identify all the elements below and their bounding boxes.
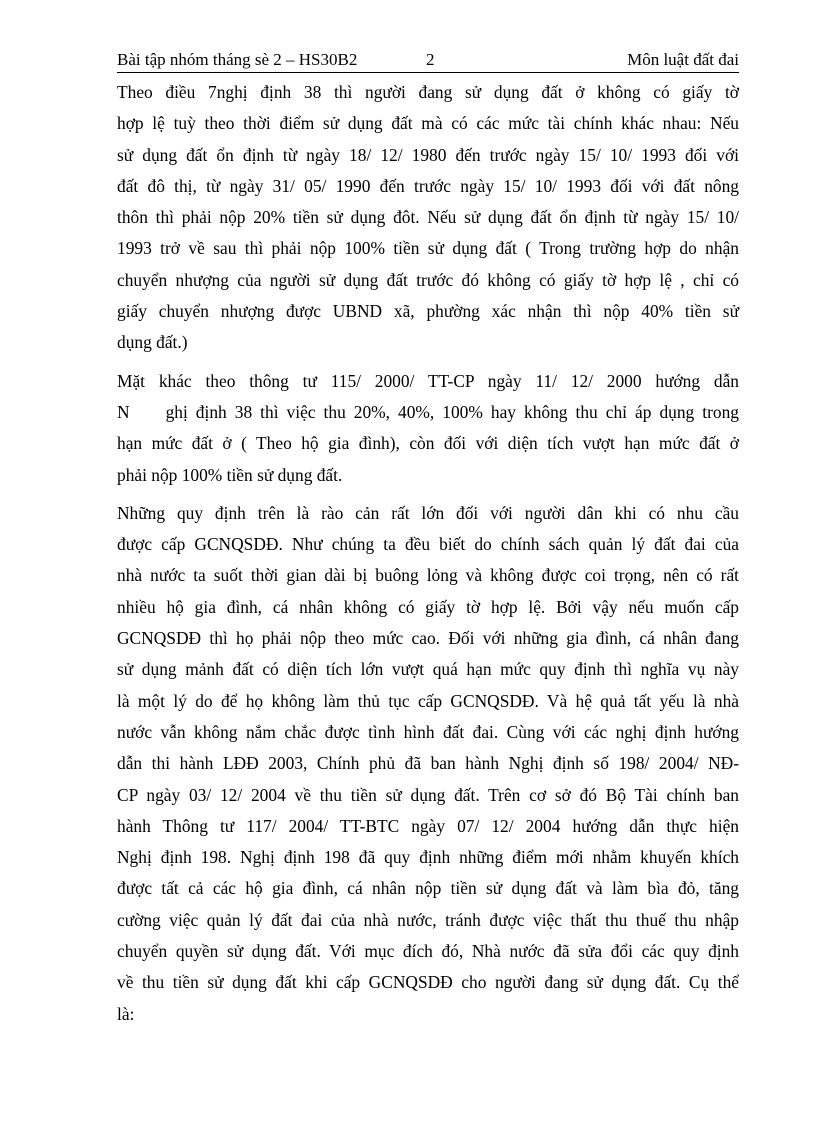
text-line: là: (117, 1003, 135, 1024)
text-line: cường việc quản lý đất đai của nhà nước, tránh được việc thất thu thuế thu nhập (117, 909, 739, 930)
text-line: chuyển quyền sử dụng đất. Với mục đích đó, Nhà nước đã sửa đổi các quy định (117, 941, 739, 962)
document-body (117, 77, 739, 1030)
text-line-rest: ghị định 38 thì việc thu 20%, 40%, 100% hay không thu chỉ áp dụng trong (165, 401, 739, 422)
text-line: hạn mức đất ở ( Theo hộ gia đình), còn đối với diện tích vượt hạn mức đất ở (117, 433, 739, 454)
text-line: hành Thông tư 117/ 2004/ TT-BTC ngày 07/ 12/ 2004 hướng dẫn thực hiện (117, 815, 739, 836)
text-line: 1993 trở về sau thì phải nộp 100% tiền sử dụng đất ( Trong trường hợp do nhận (117, 238, 739, 259)
text-line: Nghị định 198. Nghị định 198 đã quy định những điểm mới nhằm khuyến khích (117, 847, 739, 868)
text-line: phải nộp 100% tiền sử dụng đất. (117, 464, 343, 485)
paragraph-3 (117, 498, 739, 1030)
text-line: là một lý do để họ không làm thủ tục cấp GCNQSDĐ. Và hệ quả tất yếu là nhà (117, 690, 739, 711)
text-line: thôn thì phải nộp 20% tiền sử dụng đôt. Nếu sử dụng đất ổn định từ ngày 15/ 10/ (117, 207, 739, 228)
text-line: nhà nước ta suốt thời gian dài bị buông lỏng và không được coi trọng, nên có rất (117, 565, 739, 586)
text-line: chuyển nhượng của người sử dụng đất trước đó không có giấy tờ hợp lệ , chỉ có (117, 269, 739, 290)
header-right-title: Môn luật đất đai (627, 50, 739, 69)
text-line: hợp lệ tuỳ theo thời điểm sử dụng đất mà có các mức tài chính khác nhau: Nếu (117, 113, 739, 134)
text-line: được tất cả các hộ gia đình, cá nhân nộp tiền sử dụng đất và làm bìa đỏ, tăng (117, 878, 739, 899)
text-line: Mặt khác theo thông tư 115/ 2000/ TT-CP ngày 11/ 12/ 2000 hướng dẫn (117, 370, 739, 391)
page-number: 2 (426, 50, 435, 69)
stray-letter: N (117, 401, 130, 422)
text-line: nhiều hộ gia đình, cá nhân không có giấy tờ hợp lệ. Bởi vậy nếu muốn cấp (117, 596, 739, 617)
text-line: Những quy định trên là rào cản rất lớn đối với người dân khi có nhu cầu (117, 502, 739, 523)
text-line: dẫn thi hành LĐĐ 2003, Chính phủ đã ban hành Nghị định số 198/ 2004/ NĐ- (117, 753, 739, 774)
page-header (117, 48, 739, 73)
text-line: sử dụng mảnh đất có diện tích lớn vượt quá hạn mức quy định thì nghĩa vụ này (117, 659, 739, 680)
paragraph-1 (117, 77, 739, 359)
text-line (117, 397, 739, 428)
paragraph-2 (117, 366, 739, 491)
text-line: sử dụng đất ổn định từ ngày 18/ 12/ 1980 đến trước ngày 15/ 10/ 1993 đối với (117, 144, 739, 165)
text-line: về thu tiền sử dụng đất khi cấp GCNQSDĐ cho người đang sử dụng đất. Cụ thể (117, 972, 739, 993)
text-line: GCNQSDĐ thì họ phải nộp theo mức cao. Đối với những gia đình, cá nhân đang (117, 628, 739, 649)
text-line: giấy chuyển nhượng được UBND xã, phường xác nhận thì nộp 40% tiền sử (117, 301, 739, 322)
text-line: CP ngày 03/ 12/ 2004 về thu tiền sử dụng đất. Trên cơ sở đó Bộ Tài chính ban (117, 784, 739, 805)
header-left-title: Bài tập nhóm tháng sè 2 – HS30B2 (117, 50, 358, 69)
text-line: đất đô thị, từ ngày 31/ 05/ 1990 đến trước ngày 15/ 10/ 1993 đối với đất nông (117, 175, 739, 196)
text-line: Theo điều 7nghị định 38 thì người đang sử dụng đất ở không có giấy tờ (117, 82, 739, 102)
text-line: dụng đất.) (117, 332, 188, 353)
text-line: được cấp GCNQSDĐ. Như chúng ta đều biết do chính sách quản lý đất đai của (117, 534, 739, 555)
text-line: nước vẫn không nắm chắc được tình hình đất đai. Cùng với các nghị định hướng (117, 721, 739, 742)
